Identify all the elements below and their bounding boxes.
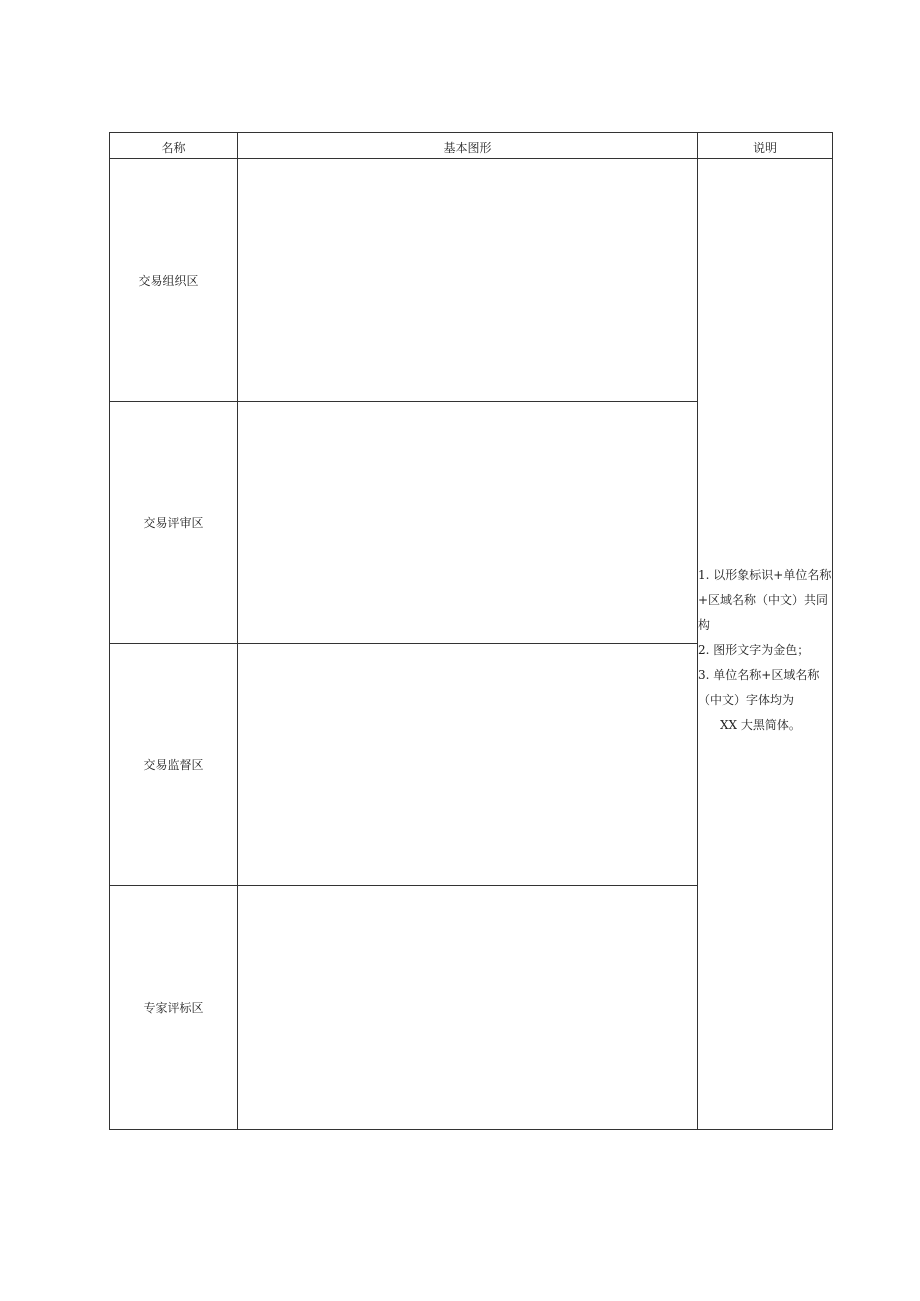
spec-table	[109, 132, 833, 1130]
note-line: 2. 图形文字为金色；	[698, 643, 810, 657]
note-line: 1. 以形象标识+单位名称	[698, 568, 832, 582]
header-note: 说明	[752, 141, 777, 155]
note-line: （中文）字体均为	[698, 693, 795, 707]
note-line: 构	[698, 618, 711, 632]
figure-cell	[238, 886, 697, 1129]
header-figure: 基本图形	[443, 141, 492, 155]
note-line: +区域名称（中文）共同	[698, 593, 829, 607]
note-line: 3. 单位名称+区域名称	[698, 668, 820, 682]
row-name-expert-evaluation: 专家评标区	[143, 1001, 204, 1015]
row-name-trade-supervision: 交易监督区	[143, 758, 204, 772]
row-name-trade-review: 交易评审区	[143, 516, 204, 530]
figure-cell	[238, 402, 697, 643]
note-line: XX 大黑简体。	[720, 718, 801, 732]
row-name-trade-organization: 交易组织区	[138, 273, 199, 288]
figure-cell	[238, 644, 697, 885]
notes-text	[698, 563, 834, 738]
figure-cell	[238, 159, 697, 401]
header-name: 名称	[161, 141, 186, 155]
